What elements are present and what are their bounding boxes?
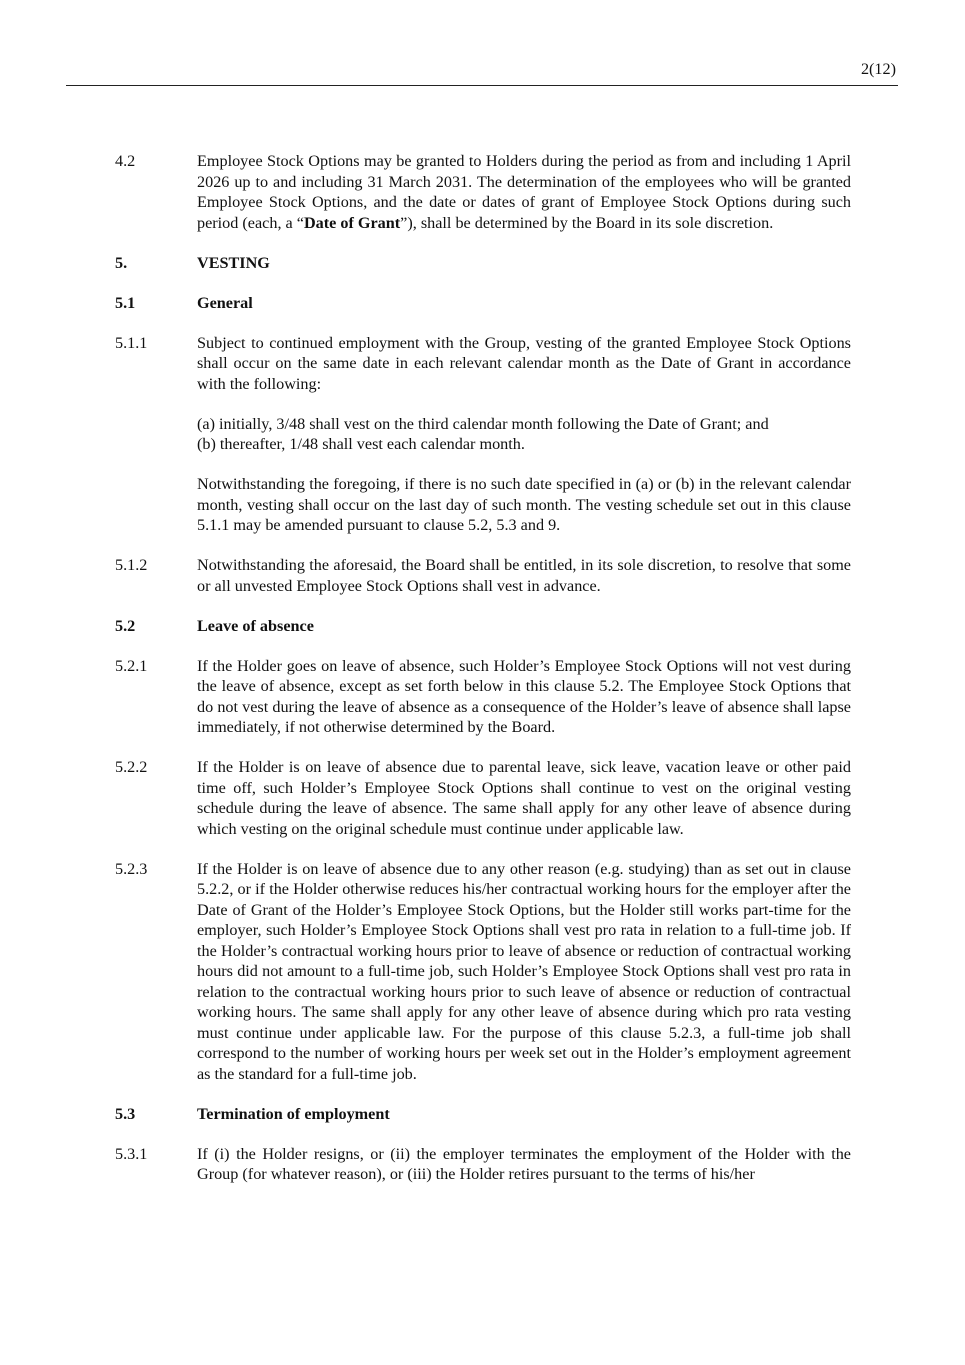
clause-text: If the Holder is on leave of absence due to parental leave, sick leave, vacation leave or other paid time off, such Holder’s Employee Stock Options shall continue to vest on the original vesting schedule during the leave of absence. The same shall apply for any other leave of absence during which vesting on the original schedule must continue under applicable law. [197, 758, 851, 838]
clause-text: Notwithstanding the aforesaid, the Board shall be entitled, in its sole discretion, to resolve that some or all unvested Employee Stock Options shall vest in advance. [197, 556, 851, 595]
clause-5-1-2 [115, 555, 851, 596]
clause-paragraph: Subject to continued employment with the Group, vesting of the granted Employee Stock Options shall occur on the same date in each relevant calendar month as the Date of Grant in accordance with the following: [197, 333, 851, 393]
clause-number: 5.3.1 [115, 1144, 148, 1163]
clause-5-3-1 [115, 1144, 851, 1185]
section-heading-5 [115, 253, 851, 274]
section-title: Termination of employment [197, 1104, 390, 1123]
clause-text [197, 333, 851, 536]
document-body [115, 151, 851, 1204]
header-rule [66, 85, 898, 86]
section-number: 5.2 [115, 616, 136, 635]
clause-number: 5.1.2 [115, 556, 148, 574]
section-title: Leave of absence [197, 616, 314, 635]
clause-number: 5.1.1 [115, 333, 148, 352]
clause-text: If (i) the Holder resigns, or (ii) the employer terminates the employment of the Holder with the Group (for whatever reason), or (iii) the Holder retires pursuant to the terms of his/her [197, 1144, 851, 1183]
clause-text [197, 151, 851, 233]
clause-4-2 [115, 151, 851, 233]
clause-5-2-1 [115, 656, 851, 738]
clause-text: If the Holder is on leave of absence due to any other reason (e.g. studying) than as set out in clause 5.2.2, or if the Holder otherwise reduces his/her contractual working hours for the employer after the Date of Grant of the Holder’s Employee Stock Options, but the Holder still works part-time for the employer, such Holder’s Employee Stock Options shall vest pro rata in relation to a full-time job. If the Holder’s contractual working hours prior to leave of absence or reduction of contractual working hours did not amount to a full-time job, such Holder’s Employee Stock Options shall vest pro rata in relation to the contractual working hours prior to such leave of absence or reduction of contractual working hours. The same shall apply for any other leave of absence during which pro rata vesting must continue under applicable law. For the purpose of this clause 5.2.3, a full-time job shall correspond to the number of working hours per week set out in the Holder’s employment agreement as the standard for a full-time job. [197, 859, 851, 1083]
section-number: 5.3 [115, 1104, 136, 1123]
clause-5-2-2 [115, 757, 851, 839]
section-number: 5. [115, 253, 128, 272]
section-title: General [197, 293, 253, 312]
clause-number: 5.2.3 [115, 859, 148, 878]
section-number: 5.1 [115, 293, 136, 312]
section-title: VESTING [197, 253, 270, 272]
vesting-list [197, 414, 851, 455]
section-heading-5-3 [115, 1104, 851, 1125]
clause-number: 5.2.1 [115, 656, 148, 675]
clause-text: If the Holder goes on leave of absence, such Holder’s Employee Stock Options will not vest during the leave of absence, except as set forth below in this clause 5.2. The Employee Stock Options that do not vest during the leave of absence as a consequence of the Holder’s leave of absence shall lapse immediately, if not otherwise determined by the Board. [197, 656, 851, 736]
clause-paragraph: Notwithstanding the foregoing, if there is no such date specified in (a) or (b) in the relevant calendar month, vesting shall occur on the last day of such month. The vesting schedule set out in this clause 5.1.1 may be amended pursuant to clause 5.2, 5.3 and 9. [197, 475, 851, 534]
list-item-b: (b) thereafter, 1/48 shall vest each calendar month. [197, 435, 525, 453]
clause-text-part: Employee Stock Options may be granted to Holders during the period as from and including 1 April 2026 up to and including 31 March 2031. The determination of the employees who will be granted Employee Stock Options, and the date or dates of grant of Employee Stock Options during such period (each, a “ [197, 152, 851, 232]
clause-number: 4.2 [115, 152, 136, 170]
clause-text-part: ”), shall be determined by the Board in its sole discretion. [400, 213, 774, 232]
clause-number: 5.2.2 [115, 758, 148, 776]
list-item-a: (a) initially, 3/48 shall vest on the third calendar month following the Date of Grant; and [197, 414, 769, 433]
defined-term: Date of Grant [303, 213, 401, 232]
page-number: 2(12) [860, 60, 896, 78]
clause-5-2-3 [115, 859, 851, 1085]
clause-5-1-1 [115, 333, 851, 536]
section-heading-5-1 [115, 293, 851, 314]
section-heading-5-2 [115, 616, 851, 637]
